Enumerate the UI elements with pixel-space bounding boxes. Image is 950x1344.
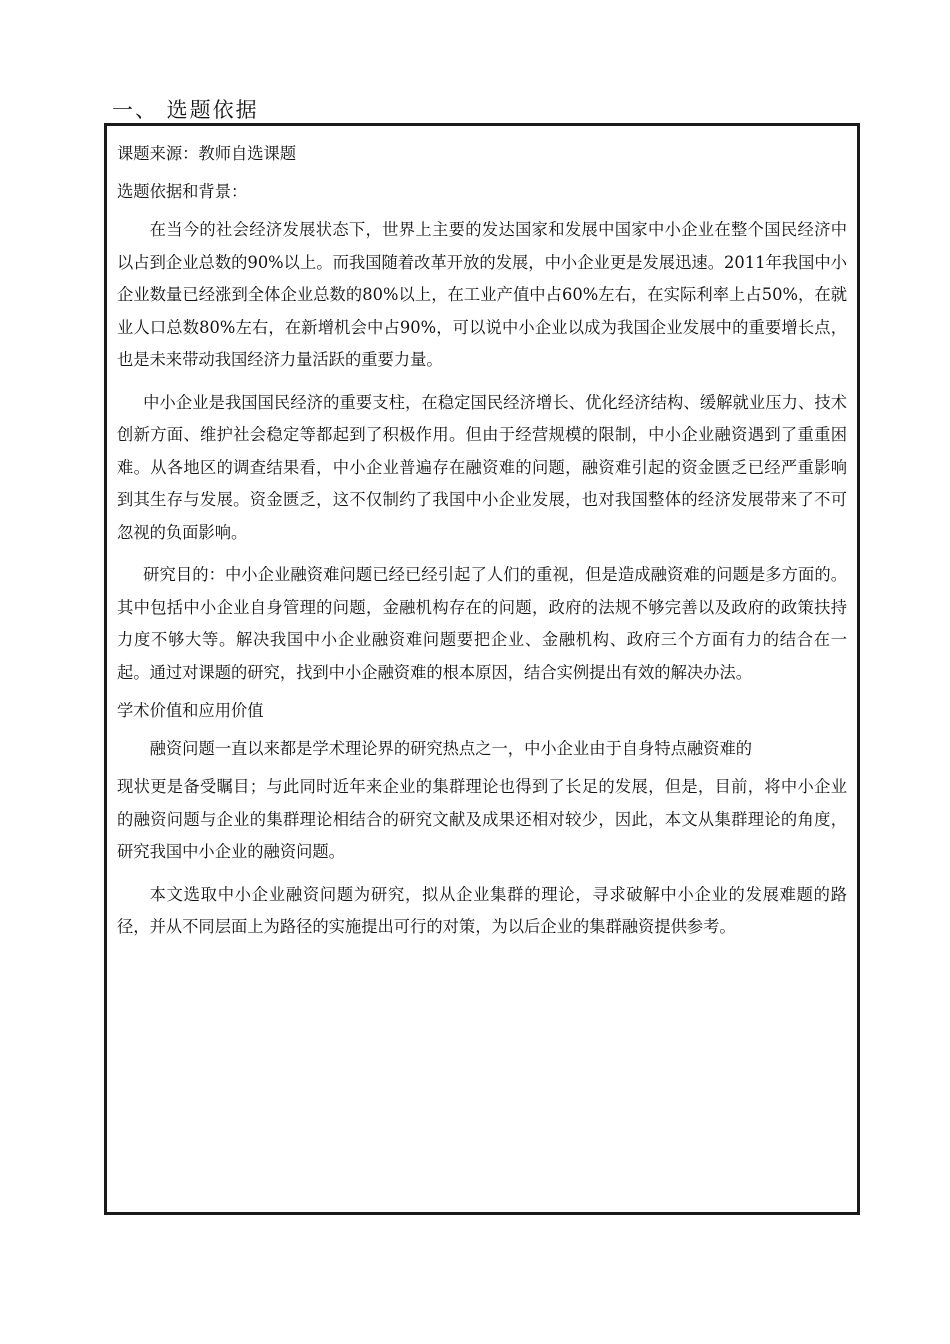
paragraph-research-purpose: 研究目的：中小企业融资难问题已经已经引起了人们的重视，但是造成融资难的问题是多方面的。其中包括中小企业自身管理的问题，金融机构存在的问题，政府的法规不够完善以及政府的政策扶持力度不够大等。解决我国中小企业融资难问题要把企业、金融机构、政府三个方面有力的结合在一起。通过对课题的研究，找到中小企融资难的根本原因，结合实例提出有效的解决办法。 bbox=[117, 565, 847, 682]
content-frame bbox=[104, 123, 860, 1215]
paragraph-background: 在当今的社会经济发展状态下，世界上主要的发达国家和发展中国家中小企业在整个国民经济中以占到企业总数的90%以上。而我国随着改革开放的发展，中小企业更是发展迅速。2011年我国中小企业数量已经涨到全体企业总数的80%以上，在工业产值中占60%左右，在实际利率上占50%，在就业人口总数80%左右，在新增机会中占90%，可以说中小企业以成为我国企业发展中的重要增长点，也是未来带动我国经济力量活跃的重要力量。 bbox=[117, 220, 847, 369]
paragraph-value-part1: 融资问题一直以来都是学术理论界的研究热点之一，中小企业由于自身特点融资难的 bbox=[149, 739, 753, 758]
basis-label: 选题依据和背景： bbox=[117, 182, 248, 201]
paragraph-approach: 本文选取中小企业融资问题为研究，拟从企业集群的理论，寻求破解中小企业的发展难题的路径，并从不同层面上为路径的实施提出可行的对策，为以后企业的集群融资提供参考。 bbox=[117, 884, 847, 936]
value-label: 学术价值和应用价值 bbox=[117, 701, 264, 720]
paragraph-importance: 中小企业是我国国民经济的重要支柱，在稳定国民经济增长、优化经济结构、缓解就业压力、技术创新方面、维护社会稳定等都起到了积极作用。但由于经营规模的限制，中小企业融资遇到了重重困难。从各地区的调查结果看，中小企业普遍存在融资难的问题，融资难引起的资金匮乏已经严重影响到其生存与发展。资金匮乏，这不仅制约了我国中小企业发展，也对我国整体的经济发展带来了不可忽视的负面影响。 bbox=[117, 392, 847, 542]
section-heading: 一、 选题依据 bbox=[112, 98, 259, 122]
topic-source: 课题来源：教师自选课题 bbox=[117, 144, 297, 163]
paragraph-value-part2: 现状更是备受瞩目；与此同时近年来企业的集群理论也得到了长足的发展，但是，目前，将中小企业的融资问题与企业的集群理论相结合的研究文献及成果还相对较少，因此，本文从集群理论的角度，研究我国中小企业的融资问题。 bbox=[117, 777, 847, 861]
content-body bbox=[107, 126, 857, 944]
